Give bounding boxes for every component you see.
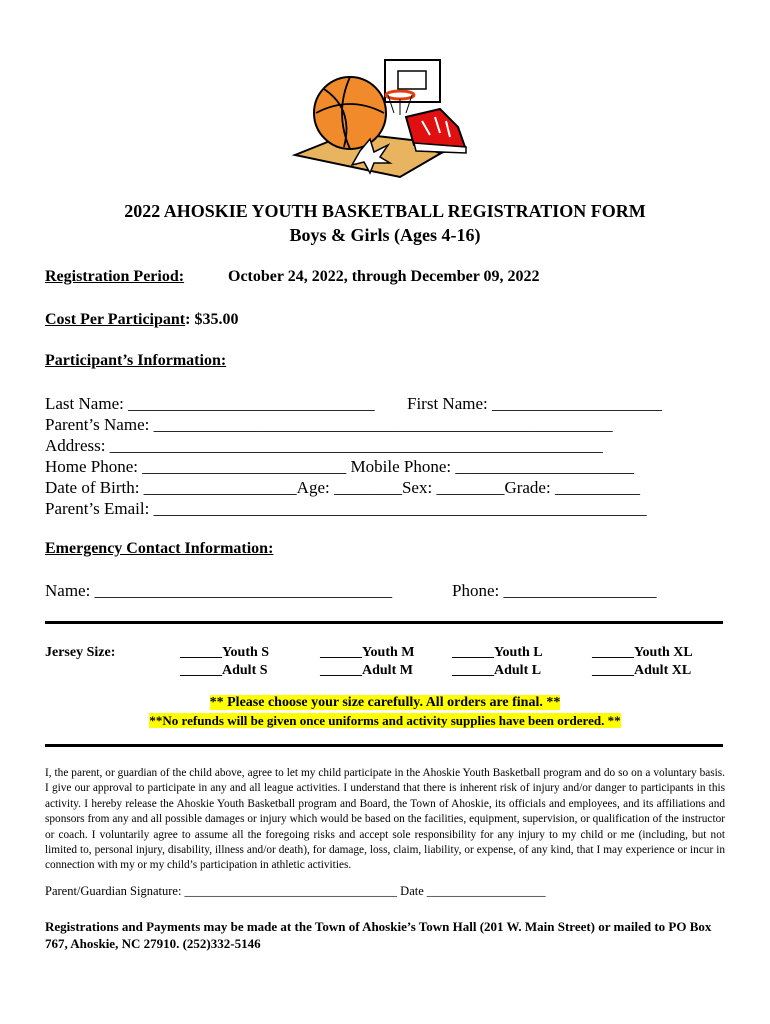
notice-line-1-wrap (0, 695, 770, 711)
signature-date-field[interactable]: Parent/Guardian Signature: __________________________________ Date ___________________ (45, 884, 546, 898)
youth-xl-option[interactable]: ______Youth XL (592, 645, 693, 660)
notice-line-2: **No refunds will be given once uniforms and activity supplies have been ordered. ** (149, 713, 621, 728)
cost-label: Cost Per Participant (45, 311, 186, 328)
waiver-text: I, the parent, or guardian of the child above, agree to let my child participate in the Ahoskie Youth Basketball program and do so on a voluntary basis. I give our approval to participate in any and all league activities. I understand that there is inherent risk of injury and/or danger to participants in this activity. I hereby release the Ahoskie Youth Basketball program and Board, the Town of Ahoskie, its officials and employees, and its affiliations and sponsors from any and all possible damages or injury which would be based on the facilities, equipment, supervision, or qualification of the instructor or coach. I voluntarily agree to assume all the foregoing risks and accept sole responsibility for any injury to my child or me (including, but not limited to, personal injury, disability, illness and/or death), for damage, loss, claim, liability, or expense, of any kind, that I may experience or incur in connection with my or my child’s participation in athletic activities. (45, 767, 725, 872)
footer-payment-info: Registrations and Payments may be made at the Town of Ahoskie’s Town Hall (201 W. Main Street) or mailed to PO Box 767, Ahoskie, NC 27910. (252)332-5146 (45, 919, 712, 951)
youth-l-option[interactable]: ______Youth L (452, 645, 543, 660)
youth-m-option[interactable]: ______Youth M (320, 645, 415, 660)
emergency-name-field[interactable]: Name: ___________________________________ (45, 581, 393, 600)
jersey-size-group-l (452, 644, 543, 680)
last-name-field[interactable]: Last Name: _____________________________ (45, 394, 375, 413)
adult-m-option[interactable]: ______Adult M (320, 663, 413, 678)
cost-value: : $35.00 (185, 311, 239, 328)
birth-age-sex-grade-fields[interactable]: Date of Birth: __________________Age: ________Sex: ________Grade: __________ (45, 478, 640, 497)
emergency-phone-field[interactable]: Phone: __________________ (452, 581, 657, 600)
adult-xl-option[interactable]: ______Adult XL (592, 663, 692, 678)
participant-heading: Participant’s Information: (45, 352, 227, 369)
address-field[interactable]: Address: __________________________________________________________ (45, 436, 603, 455)
form-subtitle: Boys & Girls (Ages 4-16) (289, 225, 481, 245)
basketball-logo-icon (290, 55, 480, 180)
jersey-size-group-m (320, 644, 415, 680)
adult-l-option[interactable]: ______Adult L (452, 663, 542, 678)
divider-bottom (45, 744, 723, 747)
first-name-field[interactable]: First Name: ____________________ (407, 394, 662, 413)
parent-email-field[interactable]: Parent’s Email: __________________________________________________________ (45, 499, 647, 518)
jersey-size-group-xl (592, 644, 693, 680)
registration-period-label: Registration Period: (45, 268, 185, 285)
jersey-size-group-s (180, 644, 269, 680)
divider-top (45, 621, 723, 624)
cost-line (45, 311, 238, 329)
registration-period-value: October 24, 2022, through December 09, 2022 (228, 268, 540, 285)
phone-fields[interactable]: Home Phone: ________________________ Mobile Phone: _____________________ (45, 457, 634, 476)
jersey-size-label: Jersey Size: (45, 645, 116, 660)
parent-name-field[interactable]: Parent’s Name: ______________________________________________________ (45, 415, 613, 434)
youth-s-option[interactable]: ______Youth S (180, 645, 270, 660)
emergency-heading: Emergency Contact Information: (45, 540, 274, 557)
notice-line-2-wrap (0, 713, 770, 729)
basketball (314, 77, 386, 149)
notice-line-1: ** Please choose your size carefully. All orders are final. ** (209, 695, 561, 710)
form-title: 2022 AHOSKIE YOUTH BASKETBALL REGISTRATION FORM (124, 201, 646, 221)
adult-s-option[interactable]: ______Adult S (180, 663, 268, 678)
